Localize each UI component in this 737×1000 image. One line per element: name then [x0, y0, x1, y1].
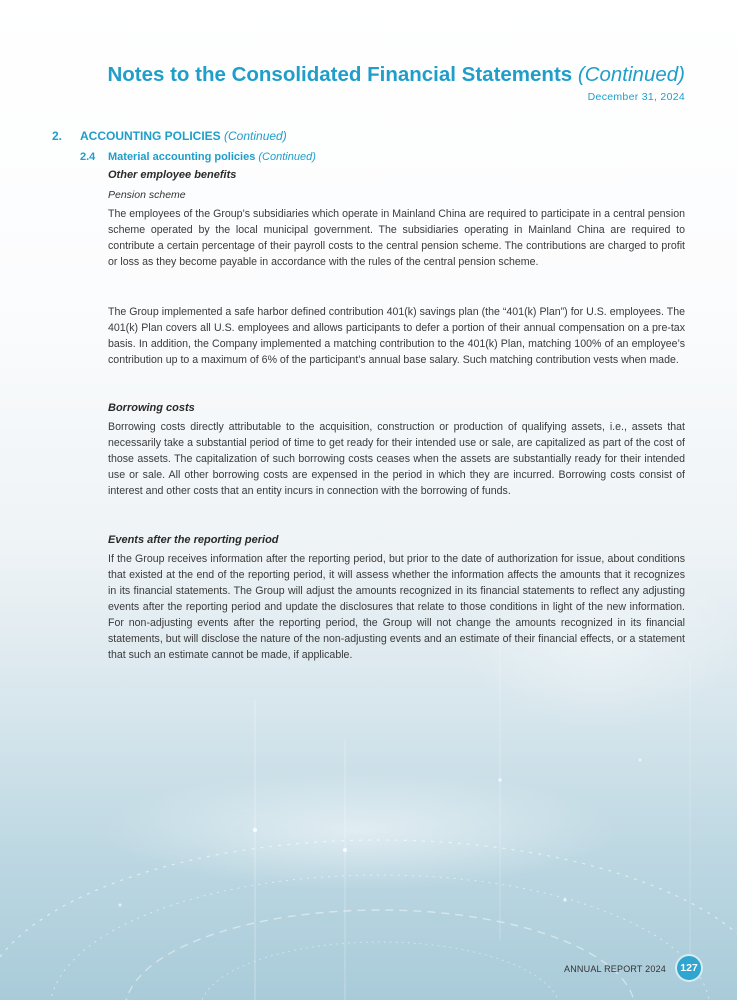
- paragraph-401k-plan: The Group implemented a safe harbor defined contribution 401(k) savings plan (the “401(k) Plan”) for U.S. employees. The 401(k) Plan covers all U.S. employees and allows participants to defer a portion of their annual compensation on a pre-tax basis. In addition, the Company implemented a matching contribution to the 401(k) Plan, matching 100% of an employee’s contribution up to a maximum of 6% of the participant’s annual base salary. Such matching contribution vests when made.: [108, 306, 685, 366]
- section-title-suffix: (Continued): [224, 129, 287, 143]
- page-number-badge: 127: [677, 956, 701, 980]
- subsection-title-suffix: (Continued): [258, 151, 316, 163]
- footer-report-label: ANNUAL REPORT 2024: [564, 964, 666, 974]
- subsection-title: [108, 151, 316, 163]
- paragraph-pension-scheme: The employees of the Group’s subsidiaries which operate in Mainland China are required to participate in a central pension scheme operated by the local municipal government. The subsidiaries operating in Mainland China are required to contribute a certain percentage of their payroll costs to the central pension scheme. The contributions are charged to profit or loss as they become payable in accordance with the rules of the central pension scheme.: [108, 208, 685, 268]
- subsection-number: 2.4: [80, 151, 96, 163]
- page-title-text: Notes to the Consolidated Financial Statements: [107, 63, 573, 86]
- subheading-pension-scheme: Pension scheme: [108, 189, 186, 201]
- subsection-title-text: Material accounting policies: [108, 151, 256, 163]
- section-number: 2.: [52, 129, 63, 143]
- report-date: December 31, 2024: [587, 91, 685, 103]
- heading-borrowing-costs: Borrowing costs: [108, 402, 195, 414]
- heading-other-employee-benefits: Other employee benefits: [108, 169, 237, 181]
- heading-events-after-reporting: Events after the reporting period: [108, 534, 279, 546]
- section-title-text: ACCOUNTING POLICIES: [80, 129, 221, 143]
- section-title: [80, 129, 287, 143]
- page-title-suffix: (Continued): [577, 63, 685, 86]
- page-title: [107, 63, 685, 87]
- paragraph-events-after-reporting: If the Group receives information after the reporting period, but prior to the date of authorization for issue, about conditions that existed at the end of the reporting period, it will assess whether the information affects the amounts that it recognizes in its financial statements. The Group will adjust the amounts recognized in its financial statements to reflect any adjusting events after the reporting period and update the disclosures that relate to those conditions in light of the new information. For non-adjusting events after the reporting period, the Group will not change the amounts recognized in its financial statements, but will disclose the nature of the non-adjusting events and an estimate of their financial effects, or a statement that such an estimate cannot be made, if applicable.: [108, 553, 685, 661]
- paragraph-borrowing-costs: Borrowing costs directly attributable to the acquisition, construction or production of qualifying assets, i.e., assets that necessarily take a substantial period of time to get ready for their intended use or sale, are capitalized as part of the cost of those assets. The capitalization of such borrowing costs ceases when the assets are substantially ready for their intended use or sale. All other borrowing costs are expensed in the period in which they are incurred. Borrowing costs consist of interest and other costs that an entity incurs in connection with the borrowing of funds.: [108, 421, 685, 497]
